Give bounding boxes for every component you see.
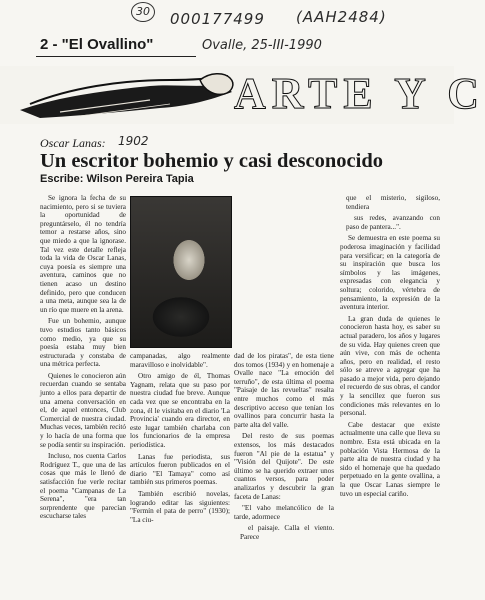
col1-paragraph: Fue un bohemio, aunque tuvo estudios tanto básicos como medio, ya que su poesía estaba muy bien estructurada y constaba de una métrica perfecta.	[40, 317, 126, 369]
col1-paragraph: Quienes le conocieron aún recuerdan cuando se sentaba junto a ellos para departir de una amena conversación en el, de aquel entonces, Club Comercial de nuestra ciudad. Muchas veces, también recitó y lo hacía de una forma que se podía sentir su inspiración.	[40, 371, 126, 449]
col2-paragraph: Lanas fue periodista, sus artículos fueron publicados en el diario "El Tamaya" como así también sus primeros poemas.	[130, 452, 230, 487]
catalog-ref: (AAH2484)	[296, 8, 387, 26]
col1-paragraph: Incluso, nos cuenta Carlos Rodríguez T., que una de las cosas que más le llenó de satisfacción fue verle recitar el poema "Campanas de La Serena", "era tan sorprendente que parecían escucharse tales	[40, 452, 126, 521]
col2-paragraph: campanadas, algo realmente maravilloso e inolvidable".	[130, 352, 230, 369]
column-2	[130, 352, 230, 527]
col3-paragraph: "El vaho melancólico de la tarde, adormece	[234, 504, 334, 521]
col3-paragraph: Del resto de sus poemas extensos, los más destacados fueron "Al pie de la estatua" y "Visión del Quijote". De este último se ha querido extraer unos cuantos versos, para poder analizarlos y descubrir la gran faceta de Lanas:	[234, 432, 334, 501]
col3-verse: el paisaje. Calla el viento. Parece	[240, 524, 334, 541]
col4-verse: sus redes, avanzando con paso de pantera...".	[346, 214, 440, 231]
col2-paragraph: También escribió novelas, logrando editar las siguientes: "Fermín el pata de perro" (1930); "La ciu-	[130, 489, 230, 524]
catalog-code: 000177499	[170, 10, 265, 28]
column-4	[340, 194, 440, 501]
author-photo	[130, 196, 232, 348]
col4-paragraph: Se demuestra en este poema su poderosa imaginación y facilidad para versificar; en la categoría de su inspiración que busca los símbolos y las imágenes, expresadas con elegancia y soltura; colorido, vértebra de pensamiento, la expresión de la aventura interior.	[340, 234, 440, 312]
article-kicker: Oscar Lanas:	[40, 136, 106, 150]
section-title: ARTE Y C	[234, 69, 485, 118]
handwritten-number: 30	[131, 2, 155, 22]
col3-paragraph: dad de los piratas", de esta tiene dos tomos (1934) y en homenaje a Ovalle nace "La emoción del terruño", de esta última el poema "Paisaje de las revueltas" resalta entre muchos como el más descriptivo acceso que tenían los ovallinos para concurrir hasta la parte alta del valle.	[234, 352, 334, 429]
headline: Un escritor bohemio y casi desconocido	[40, 150, 383, 172]
byline: Escribe: Wilson Pereira Tapia	[40, 173, 194, 185]
page-label: 2 - "El Ovallino"	[40, 36, 154, 53]
col4-verse: que el misterio, sigiloso, tendiera	[346, 194, 440, 211]
col2-paragraph: Otro amigo de él, Thomas Yagnam, relata que su paso por nuestra ciudad fue breve. Aunque cada vez que se encontraba en la zona, él le visitaba en el diario 'La Provincia' cuando era director, en este lugar también charlaba con los funcionarios de la empresa periodística.	[130, 372, 230, 449]
column-1	[40, 194, 126, 524]
date-note: Ovalle, 25-III-1990	[202, 38, 322, 53]
kicker-year: 1902	[118, 134, 149, 148]
header-rule	[36, 56, 196, 57]
col4-paragraph: La gran duda de quienes le conocieron hasta hoy, es saber su actual paradero, los años y lugares de su vida. Hay quienes creen que aún vive, con más de ochenta años, pero en realidad, el resto sólo se atreve a agregar que ha pasado a mejor vida, pero dejando el recuerdo de sus obras, el candor y la sencillez que fueron sus condiciones más relevantes en lo personal.	[340, 314, 440, 418]
section-banner	[0, 66, 485, 124]
col1-paragraph: Se ignora la fecha de su nacimiento, pero si se tuviera la oportunidad de preguntárselo, él no tendría temor a restarse años, sino que miedo a que la ignorase. Tal vez este detalle refleja toda la vida de Oscar Lanas, cuya poesía es siempre una aventura, caminos que no tienen acaso un destino definido, pero que conducen a una meta, aunque sea la de un río que muere en la arena.	[40, 194, 126, 314]
col4-paragraph: Cabe destacar que existe actualmente una calle que lleva su nombre. Esta está ubicada en la población Vista Hermosa de la parte alta de nuestra ciudad y ha sido el homenaje que ha quedado perpetuado en la gente ovallina, a la que Oscar Lanas siempre le tuvo un especial cariño.	[340, 420, 440, 498]
column-3	[234, 352, 334, 544]
